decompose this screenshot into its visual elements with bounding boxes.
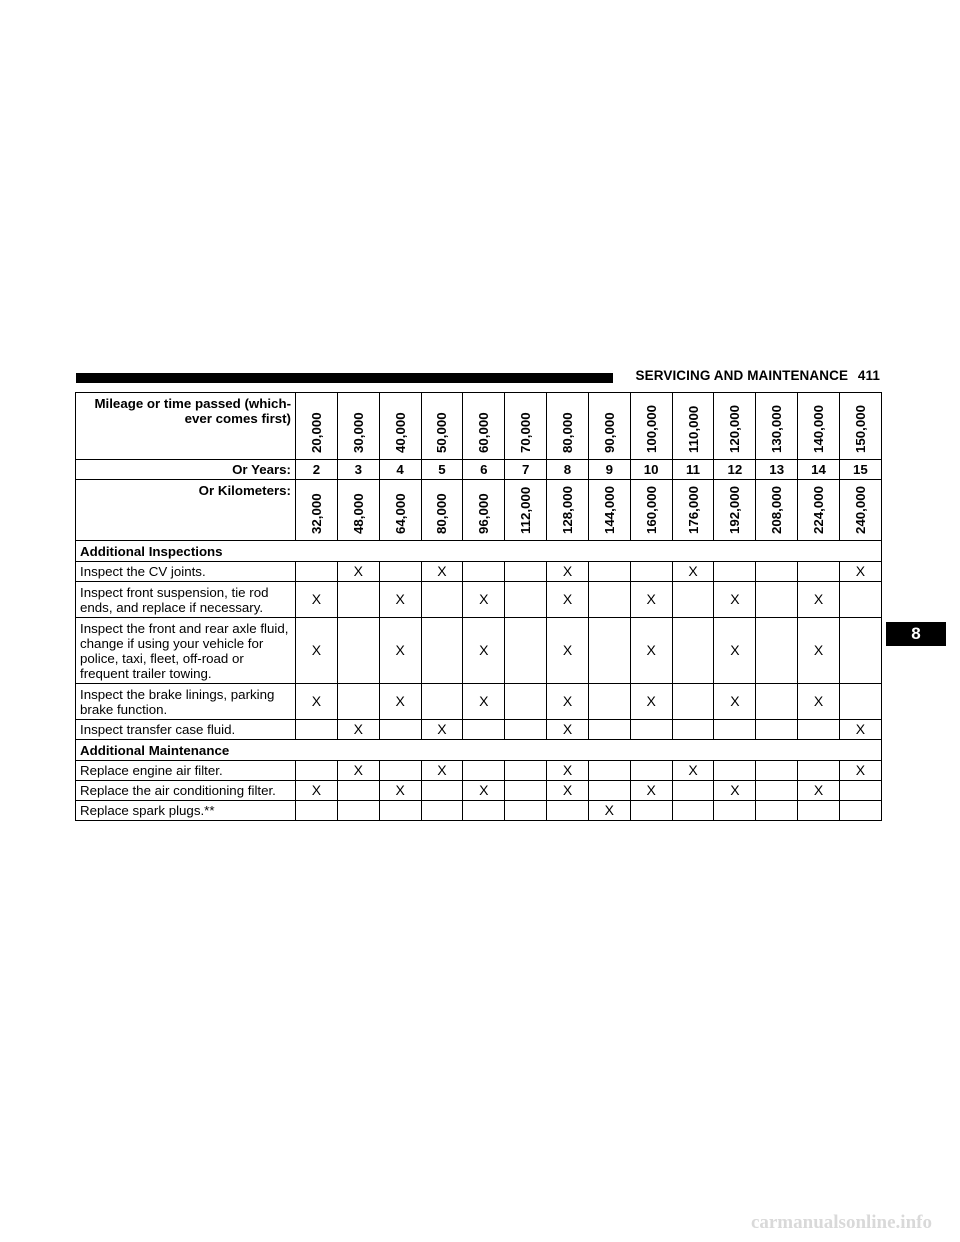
mileage-value: 30,000	[350, 412, 366, 453]
interval-mark: X	[379, 582, 421, 618]
mileage-value: 60,000	[476, 412, 492, 453]
interval-mark: X	[421, 720, 463, 740]
interval-mark	[714, 720, 756, 740]
mileage-cell	[463, 393, 505, 460]
interval-mark: X	[672, 761, 714, 781]
interval-mark: X	[337, 761, 379, 781]
interval-mark: X	[547, 618, 589, 684]
interval-mark: X	[337, 562, 379, 582]
maintenance-schedule-table	[75, 392, 882, 821]
interval-mark	[630, 801, 672, 821]
interval-mark	[421, 618, 463, 684]
mileage-value: 150,000	[852, 404, 868, 453]
interval-mark: X	[547, 781, 589, 801]
interval-mark	[505, 582, 547, 618]
interval-mark	[672, 720, 714, 740]
interval-mark: X	[296, 618, 338, 684]
kilometer-cell	[296, 480, 338, 541]
interval-mark	[337, 781, 379, 801]
interval-mark	[672, 801, 714, 821]
year-cell: 3	[337, 460, 379, 480]
section-title: SERVICING AND MAINTENANCE	[635, 368, 849, 383]
interval-mark	[379, 801, 421, 821]
kilometers-label: Or Kilometers:	[76, 480, 296, 541]
year-cell: 9	[588, 460, 630, 480]
years-row	[76, 460, 882, 480]
kilometer-cell	[798, 480, 840, 541]
interval-mark: X	[714, 618, 756, 684]
kilometer-cell	[672, 480, 714, 541]
kilometer-value: 192,000	[727, 485, 743, 534]
interval-mark	[756, 781, 798, 801]
interval-mark	[672, 618, 714, 684]
interval-mark: X	[379, 618, 421, 684]
mileage-cell	[379, 393, 421, 460]
kilometer-cell	[588, 480, 630, 541]
interval-mark: X	[798, 684, 840, 720]
mileage-cell	[337, 393, 379, 460]
kilometer-value: 80,000	[434, 493, 450, 534]
interval-mark	[505, 781, 547, 801]
interval-mark	[672, 781, 714, 801]
mileage-label	[76, 393, 296, 460]
mileage-row	[76, 393, 882, 460]
table-row	[76, 582, 882, 618]
interval-mark: X	[337, 720, 379, 740]
interval-mark	[463, 562, 505, 582]
year-cell: 12	[714, 460, 756, 480]
kilometer-value: 224,000	[811, 485, 827, 534]
kilometer-value: 48,000	[350, 493, 366, 534]
interval-mark	[756, 562, 798, 582]
interval-mark	[756, 720, 798, 740]
task-label: Replace spark plugs.**	[76, 801, 296, 821]
kilometer-cell	[421, 480, 463, 541]
interval-mark	[296, 720, 338, 740]
interval-mark	[714, 801, 756, 821]
mileage-cell	[756, 393, 798, 460]
kilometer-value: 32,000	[308, 493, 324, 534]
year-cell: 11	[672, 460, 714, 480]
interval-mark	[337, 618, 379, 684]
interval-mark: X	[421, 761, 463, 781]
interval-mark	[505, 618, 547, 684]
interval-mark	[379, 562, 421, 582]
kilometer-value: 112,000	[518, 486, 534, 534]
mileage-cell	[296, 393, 338, 460]
interval-mark: X	[379, 781, 421, 801]
interval-mark	[505, 761, 547, 781]
section-header-row	[76, 541, 882, 562]
interval-mark	[505, 720, 547, 740]
interval-mark: X	[463, 618, 505, 684]
interval-mark	[839, 781, 881, 801]
interval-mark	[379, 761, 421, 781]
table-row	[76, 720, 882, 740]
table-row	[76, 618, 882, 684]
interval-mark: X	[463, 684, 505, 720]
interval-mark	[798, 720, 840, 740]
kilometer-cell	[337, 480, 379, 541]
interval-mark	[756, 761, 798, 781]
mileage-cell	[588, 393, 630, 460]
interval-mark: X	[296, 781, 338, 801]
interval-mark	[588, 582, 630, 618]
interval-mark	[421, 801, 463, 821]
interval-mark: X	[296, 684, 338, 720]
watermark: carmanualsonline.info	[750, 1212, 932, 1233]
kilometer-value: 96,000	[476, 493, 492, 534]
interval-mark	[337, 684, 379, 720]
page-number: 411	[857, 368, 880, 383]
interval-mark: X	[839, 562, 881, 582]
interval-mark: X	[714, 582, 756, 618]
interval-mark: X	[798, 618, 840, 684]
interval-mark	[463, 801, 505, 821]
kilometer-value: 208,000	[769, 485, 785, 534]
interval-mark	[337, 801, 379, 821]
interval-mark	[630, 761, 672, 781]
kilometer-cell	[379, 480, 421, 541]
interval-mark	[421, 684, 463, 720]
task-label: Inspect the CV joints.	[76, 562, 296, 582]
interval-mark	[421, 582, 463, 618]
mileage-label-line2: ever comes first)	[184, 411, 291, 426]
interval-mark: X	[547, 582, 589, 618]
interval-mark	[630, 562, 672, 582]
interval-mark: X	[421, 562, 463, 582]
interval-mark: X	[379, 684, 421, 720]
task-label: Inspect transfer case fluid.	[76, 720, 296, 740]
kilometer-value: 128,000	[559, 485, 575, 534]
kilometer-value: 160,000	[643, 485, 659, 534]
year-cell: 8	[547, 460, 589, 480]
mileage-cell	[672, 393, 714, 460]
task-label: Inspect the front and rear axle fluid, change if using your vehicle for police, taxi, fleet, off-road or frequent trailer towing.	[76, 618, 296, 684]
kilometer-cell	[630, 480, 672, 541]
interval-mark	[505, 684, 547, 720]
interval-mark	[672, 684, 714, 720]
mileage-value: 80,000	[559, 412, 575, 453]
year-cell: 13	[756, 460, 798, 480]
chapter-tab	[886, 622, 946, 646]
mileage-value: 20,000	[308, 412, 324, 453]
mileage-value: 50,000	[434, 412, 450, 453]
year-cell: 7	[505, 460, 547, 480]
interval-mark	[798, 801, 840, 821]
task-label: Inspect front suspension, tie rod ends, and replace if necessary.	[76, 582, 296, 618]
interval-mark: X	[547, 684, 589, 720]
mileage-value: 100,000	[643, 404, 659, 453]
interval-mark	[337, 582, 379, 618]
interval-mark: X	[839, 761, 881, 781]
section-title: Additional Maintenance	[76, 740, 882, 761]
mileage-cell	[714, 393, 756, 460]
mileage-cell	[505, 393, 547, 460]
interval-mark: X	[547, 761, 589, 781]
section-header-row	[76, 740, 882, 761]
interval-mark	[588, 781, 630, 801]
mileage-cell	[421, 393, 463, 460]
interval-mark	[756, 582, 798, 618]
mileage-value: 130,000	[769, 404, 785, 453]
mileage-value: 140,000	[811, 404, 827, 453]
kilometer-cell	[839, 480, 881, 541]
table-row	[76, 562, 882, 582]
interval-mark	[588, 720, 630, 740]
interval-mark	[547, 801, 589, 821]
interval-mark	[296, 562, 338, 582]
interval-mark: X	[714, 781, 756, 801]
year-cell: 10	[630, 460, 672, 480]
interval-mark: X	[839, 720, 881, 740]
interval-mark	[798, 761, 840, 781]
kilometer-value: 144,000	[601, 485, 617, 534]
interval-mark: X	[630, 582, 672, 618]
page-header	[76, 367, 880, 389]
year-cell: 14	[798, 460, 840, 480]
interval-mark	[588, 562, 630, 582]
kilometer-cell	[547, 480, 589, 541]
year-cell: 15	[839, 460, 881, 480]
kilometer-value: 64,000	[392, 493, 408, 534]
mileage-cell	[630, 393, 672, 460]
interval-mark	[756, 618, 798, 684]
interval-mark	[756, 801, 798, 821]
mileage-cell	[798, 393, 840, 460]
interval-mark	[630, 720, 672, 740]
kilometer-cell	[756, 480, 798, 541]
mileage-cell	[547, 393, 589, 460]
interval-mark	[588, 684, 630, 720]
interval-mark: X	[672, 562, 714, 582]
table-row	[76, 761, 882, 781]
interval-mark: X	[547, 562, 589, 582]
year-cell: 2	[296, 460, 338, 480]
kilometer-value: 240,000	[852, 485, 868, 534]
interval-mark	[588, 761, 630, 781]
mileage-value: 110,000	[685, 405, 701, 453]
interval-mark: X	[798, 582, 840, 618]
interval-mark	[505, 562, 547, 582]
interval-mark: X	[547, 720, 589, 740]
interval-mark	[672, 582, 714, 618]
table-row	[76, 801, 882, 821]
interval-mark: X	[630, 781, 672, 801]
year-cell: 5	[421, 460, 463, 480]
interval-mark	[463, 761, 505, 781]
task-label: Replace the air conditioning filter.	[76, 781, 296, 801]
mileage-value: 120,000	[727, 404, 743, 453]
interval-mark: X	[463, 781, 505, 801]
year-cell: 6	[463, 460, 505, 480]
table-row	[76, 684, 882, 720]
kilometer-cell	[505, 480, 547, 541]
interval-mark: X	[588, 801, 630, 821]
interval-mark: X	[798, 781, 840, 801]
interval-mark	[714, 761, 756, 781]
header-rule	[76, 373, 613, 383]
mileage-cell	[839, 393, 881, 460]
interval-mark	[421, 781, 463, 801]
header-title	[630, 368, 880, 383]
task-label: Inspect the brake linings, parking brake function.	[76, 684, 296, 720]
interval-mark	[379, 720, 421, 740]
section-title: Additional Inspections	[76, 541, 882, 562]
interval-mark	[839, 684, 881, 720]
kilometer-cell	[463, 480, 505, 541]
kilometers-row	[76, 480, 882, 541]
interval-mark	[296, 801, 338, 821]
interval-mark	[463, 720, 505, 740]
interval-mark	[505, 801, 547, 821]
chapter-number: 8	[911, 624, 921, 643]
years-label: Or Years:	[76, 460, 296, 480]
year-cell: 4	[379, 460, 421, 480]
interval-mark	[839, 582, 881, 618]
interval-mark	[296, 761, 338, 781]
interval-mark	[756, 684, 798, 720]
interval-mark: X	[714, 684, 756, 720]
interval-mark: X	[630, 684, 672, 720]
mileage-label-line1: Mileage or time passed (which-	[94, 396, 291, 411]
interval-mark	[714, 562, 756, 582]
mileage-value: 90,000	[601, 412, 617, 453]
kilometer-cell	[714, 480, 756, 541]
kilometer-value: 176,000	[685, 485, 701, 534]
task-label: Replace engine air filter.	[76, 761, 296, 781]
interval-mark: X	[296, 582, 338, 618]
mileage-value: 70,000	[518, 412, 534, 453]
table-row	[76, 781, 882, 801]
interval-mark: X	[630, 618, 672, 684]
interval-mark	[839, 618, 881, 684]
mileage-value: 40,000	[392, 412, 408, 453]
interval-mark	[588, 618, 630, 684]
interval-mark	[798, 562, 840, 582]
interval-mark	[839, 801, 881, 821]
interval-mark: X	[463, 582, 505, 618]
